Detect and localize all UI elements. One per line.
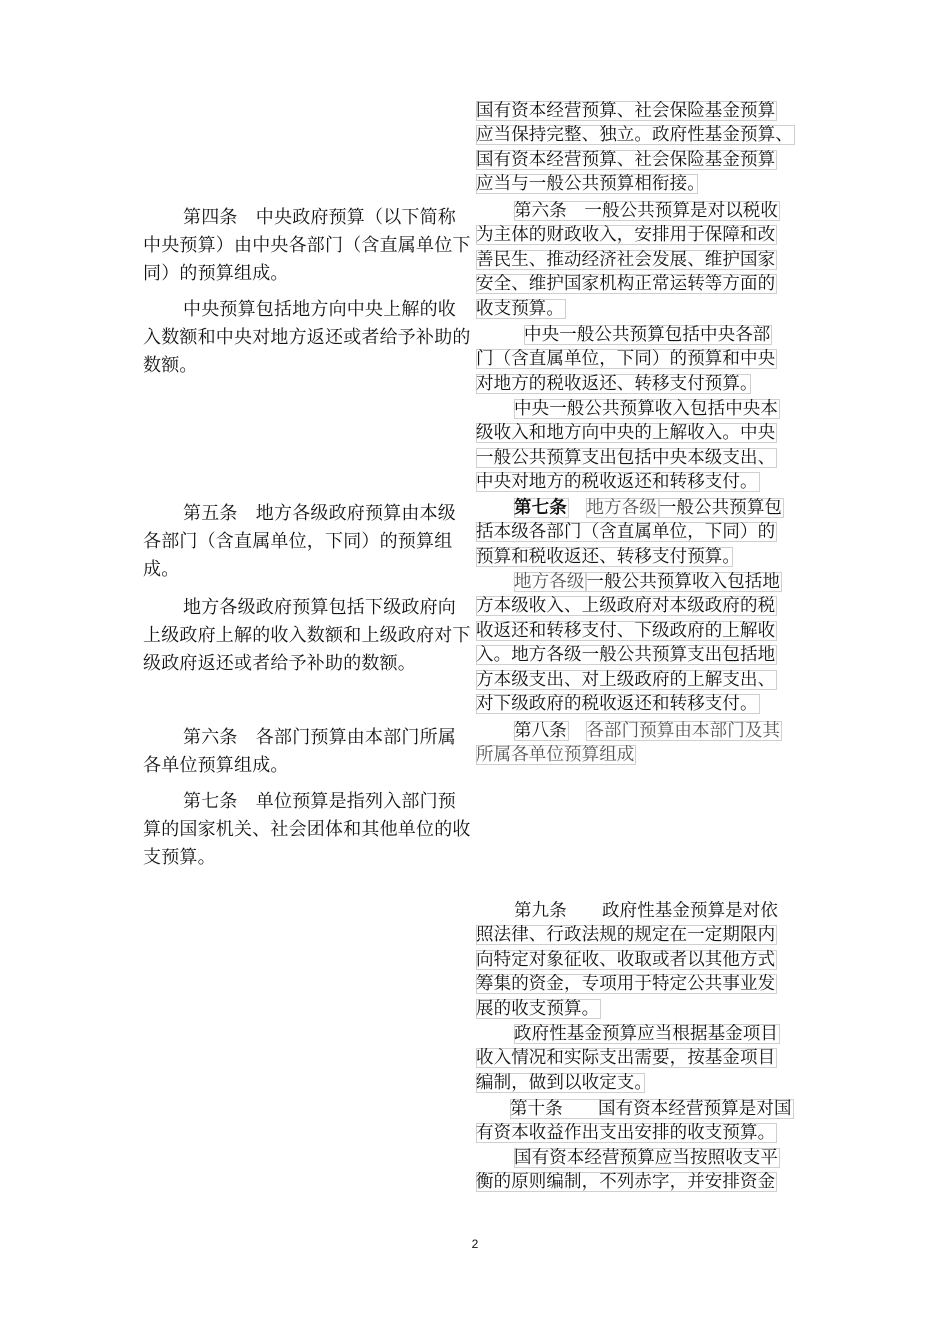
right-line: 第十条 国有资本经营预算是对国 [510,1099,792,1119]
left-article-6-para-1: 第六条 各部门预算由本部门所属各单位预算组成。 [143,727,456,776]
right-article-7 [476,496,804,569]
right-state-capital-para [476,1146,804,1195]
right-line: 国有资本经营预算、社会保险基金预算 [476,101,776,121]
left-article-4-para-1: 第四条 中央政府预算（以下简称中央预算）由中央各部门（含直属单位下同）的预算组成。 [143,207,471,284]
right-line: 国有资本经营预算、社会保险基金预算 [476,149,776,170]
right-central-budget-para [476,323,804,396]
right-central-revenue-para [476,397,804,495]
right-line: 一般公共预算包 [658,498,783,518]
left-article-7-para-1: 第七条 单位预算是指列入部门预算的国家机关、社会团体和其他单位的收支预算。 [143,791,471,868]
right-article-10 [476,1097,804,1146]
right-line: 中央一般公共预算包括中央各部 [524,325,771,345]
right-line: 收入情况和实际支出需要，按基金项目 [476,1048,776,1069]
article-7-heading: 第七条 [514,498,567,518]
right-line: 括本级各部门（含直属单位，下同）的 [476,522,776,543]
left-article-5-para-2: 地方各级政府预算包括下级政府向上级政府上解的收入数额和上级政府对下级政府返还或者给予补助的数额。 [143,597,471,674]
right-line: 为主体的财政收入，安排用于保障和改 [476,225,776,246]
right-local-revenue-para [476,570,804,716]
page-number: 2 [471,1237,479,1251]
right-line: 有资本收益作出支出安排的收支预算。 [476,1123,776,1144]
right-line: 对下级政府的税收返还和转移支付。 [476,694,758,715]
right-line: 应当与一般公共预算相衔接。 [476,174,697,195]
right-fund-budget-para [476,1022,804,1095]
right-line: 第九条 政府性基金预算是对依 [514,901,778,921]
right-line: 中央一般公共预算收入包括中央本 [514,399,778,419]
right-line: 政府性基金预算应当根据基金项目 [514,1024,778,1044]
right-line: 预算和税收返还、转移支付预算。 [476,546,732,567]
right-line: 级收入和地方向中央的上解收入。中央 [476,423,776,444]
right-line: 收返还和转移支付、下级政府的上解收 [476,620,776,641]
right-line: 第六条 一般公共预算是对以税收 [514,201,778,221]
right-line: 国有资本经营预算应当按照收支平 [514,1148,778,1168]
article-8-heading: 第八条 [514,721,567,741]
right-line: 安全、维护国家机构正常运转等方面的 [476,274,776,295]
right-line: 一般公共预算支出包括中央本级支出、 [476,447,776,468]
right-line: 善民生、推动经济社会发展、维护国家 [476,249,776,270]
right-line: 向特定对象征收、收取或者以其他方式 [476,949,776,970]
right-article-8 [476,719,804,768]
right-inserted-text: 各部门预算由本部门及其 [586,721,781,741]
left-article-5-para-1: 第五条 地方各级政府预算由本级各部门（含直属单位，下同）的预算组成。 [143,503,456,580]
right-line: 一般公共预算收入包括地 [586,572,781,592]
left-article-4-para-2: 中央预算包括地方向中央上解的收入数额和中央对地方返还或者给予补助的数额。 [143,299,471,376]
right-inserted-text: 地方各级 [586,498,657,518]
right-inserted-text: 所属各单位预算组成 [476,745,635,766]
right-line: 照法律、行政法规的规定在一定期限内 [476,925,776,946]
right-line: 方本级支出、对上级政府的上解支出、 [476,669,776,690]
right-line: 应当保持完整、独立。政府性基金预算、 [476,125,793,146]
right-line: 中央对地方的税收返还和转移支付。 [476,472,758,493]
right-block-continuation [476,99,804,197]
right-line: 衡的原则编制，不列赤字，并安排资金 [476,1172,776,1193]
right-inserted-text: 地方各级 [514,572,585,592]
right-line: 展的收支预算。 [476,998,600,1019]
right-line: 门（含直属单位，下同）的预算和中央 [476,349,776,370]
right-article-9 [476,899,804,1021]
right-article-6 [476,199,804,321]
right-line: 方本级收入、上级政府对本级政府的税 [476,596,776,617]
right-line: 对地方的税收返还、转移支付预算。 [476,373,749,394]
right-line: 筹集的资金，专项用于特定公共事业发 [476,974,776,995]
right-line: 收支预算。 [476,298,564,319]
right-line: 编制，做到以收定支。 [476,1072,644,1093]
right-line: 入。地方各级一般公共预算支出包括地 [476,645,776,666]
